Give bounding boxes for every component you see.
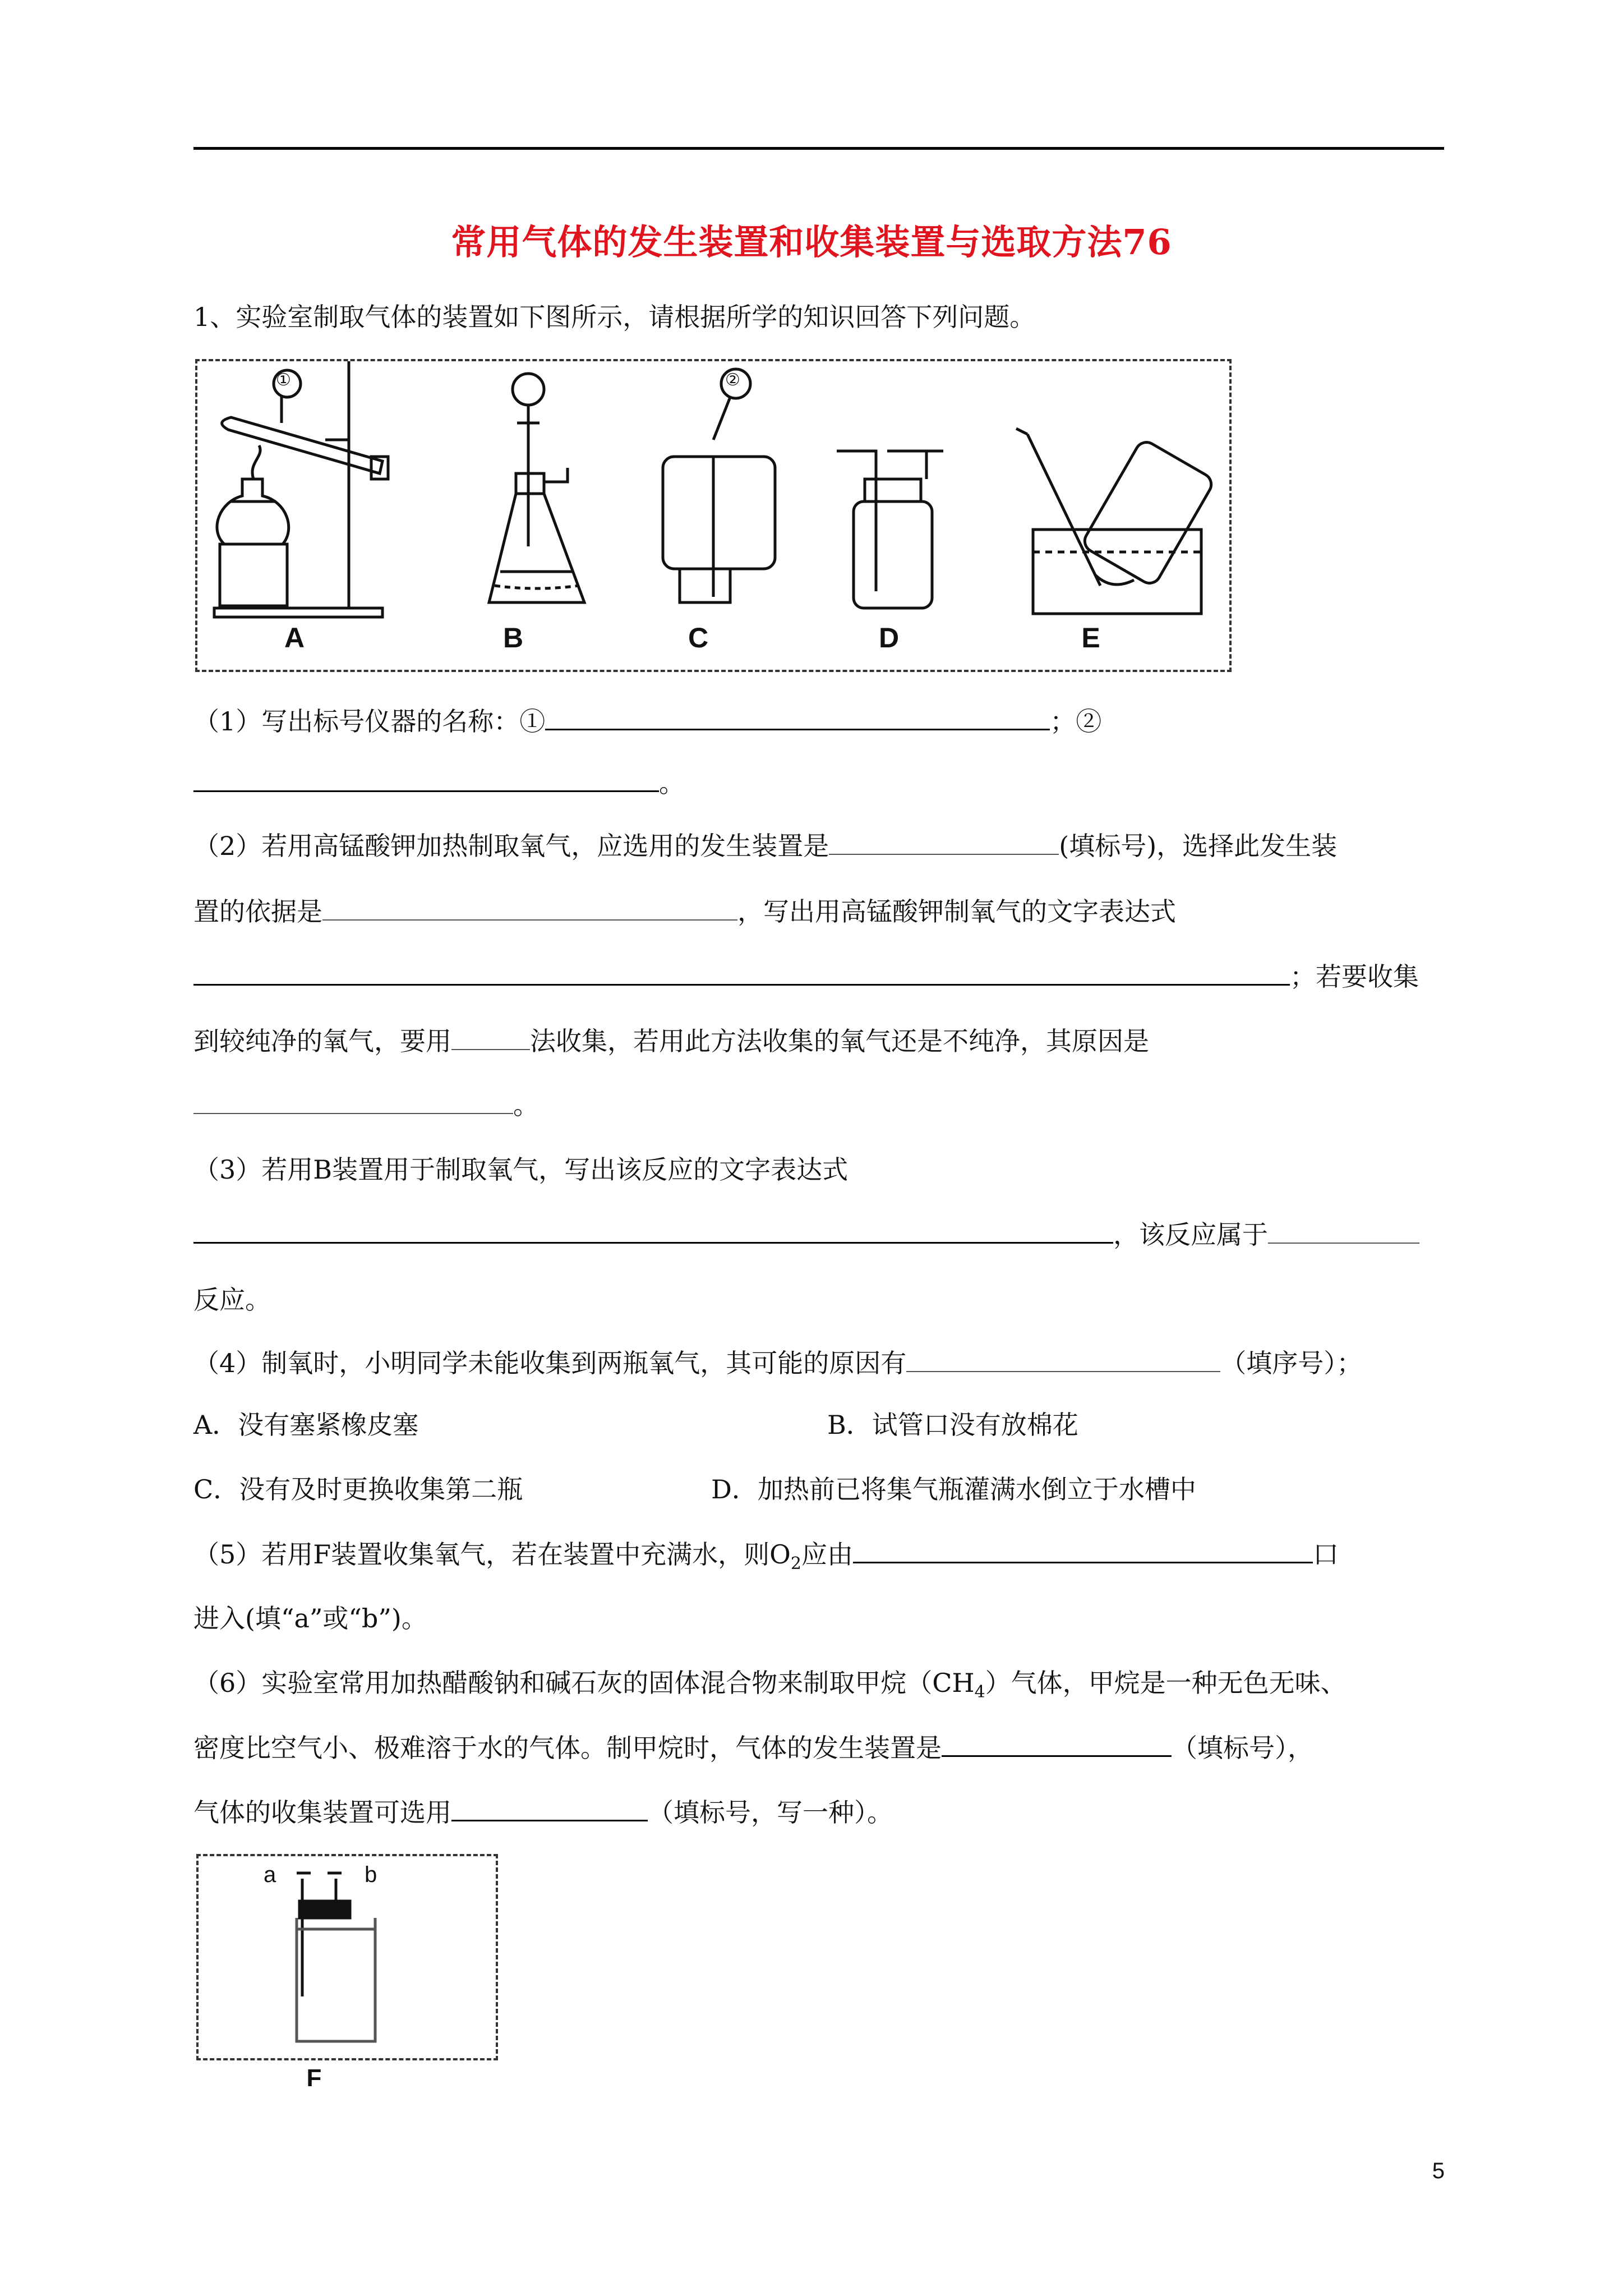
p4-option-b: B．试管口没有放棉花	[827, 1410, 1078, 1440]
page-number: 5	[1432, 2159, 1445, 2183]
p3-line-2: ，该反应属于	[193, 1217, 1419, 1251]
figure-label-d: D	[878, 622, 900, 654]
p4-option-c: C．没有及时更换收集第二瓶	[193, 1474, 523, 1504]
p2-line-1: （2）若用高锰酸钾加热制取氧气，应选用的发生装置是 (填标号)，选择此发生装	[193, 829, 1337, 863]
p1-line-1: （1）写出标号仪器的名称：① ；②	[193, 704, 1101, 738]
port-a-label: a	[264, 1862, 276, 1887]
answer-blank-1-1[interactable]	[545, 704, 1050, 730]
top-rule	[193, 147, 1444, 150]
figure-label-b: B	[502, 622, 524, 654]
marker-2: ②	[725, 370, 740, 390]
figure-label-f: F	[306, 2064, 322, 2092]
p6-line-3: 气体的收集装置可选用 （填标号，写一种）。	[193, 1795, 893, 1829]
p5-line-2: 进入(填“a”或“b”)。	[193, 1603, 427, 1634]
answer-blank-2-5[interactable]	[193, 1088, 513, 1114]
apparatus-d	[837, 451, 943, 608]
apparatus-e	[1016, 429, 1215, 614]
page-title: 常用气体的发生装置和收集装置与选取方法76	[451, 222, 1172, 263]
p2-line-3: ；若要收集	[193, 959, 1419, 993]
answer-blank-2-1[interactable]	[829, 829, 1059, 855]
p3-line-3: 反应。	[193, 1285, 271, 1315]
apparatus-c	[663, 369, 775, 602]
p6-line-1: （6）实验室常用加热醋酸钠和碱石灰的固体混合物来制取甲烷$(CH_4)$气体，甲烷是一种无色无味、	[193, 1668, 1347, 1703]
figure-label-a: A	[284, 622, 305, 654]
p6-line-2: 密度比空气小、极难溶于水的气体。制甲烷时，气体的发生装置是 （填标号），	[193, 1731, 1313, 1765]
p2-line-4: 到较纯净的氧气，要用 法收集，若用此方法收集的氧气还是不纯净，其原因是	[193, 1024, 1149, 1058]
p2-line-5: 。	[193, 1088, 539, 1122]
figure-label-c: C	[688, 622, 709, 654]
answer-blank-4-1[interactable]	[906, 1346, 1220, 1372]
p2-line-2: 置的依据是 ，写出用高锰酸钾制氧气的文字表达式	[193, 895, 1176, 928]
apparatus-b	[489, 374, 584, 602]
p3-line-1: （3）若用B装置用于制取氧气，写出该反应的文字表达式	[193, 1154, 849, 1185]
apparatus-a	[214, 361, 388, 617]
p4-line-1: （4）制氧时，小明同学未能收集到两瓶氧气，其可能的原因有 （填序号）；	[193, 1346, 1362, 1380]
figure-f	[199, 1856, 494, 2056]
answer-blank-6-2[interactable]	[451, 1795, 648, 1821]
answer-blank-2-4[interactable]	[451, 1024, 530, 1050]
p4-option-a: A．没有塞紧橡皮塞	[193, 1410, 419, 1440]
answer-blank-2-2[interactable]	[322, 895, 737, 921]
answer-blank-2-3[interactable]	[193, 959, 1290, 986]
p4-option-d: D．加热前已将集气瓶灌满水倒立于水槽中	[711, 1474, 1196, 1504]
answer-blank-1-2[interactable]	[193, 766, 659, 792]
figure-label-e: E	[1081, 622, 1100, 654]
answer-blank-3-1[interactable]	[193, 1217, 1113, 1244]
port-b-label: b	[365, 1862, 377, 1887]
p1-line-2: 。	[193, 766, 685, 800]
question-1-intro: 1、实验室制取气体的装置如下图所示，请根据所学的知识回答下列问题。	[193, 302, 1036, 332]
answer-blank-5-1[interactable]	[853, 1537, 1313, 1563]
p5-line-1: （5）若用F装置收集氧气，若在装置中充满水，则$O_2$应由 口	[193, 1537, 1339, 1581]
marker-1: ①	[276, 370, 291, 390]
answer-blank-3-2[interactable]	[1268, 1218, 1419, 1244]
answer-blank-6-1[interactable]	[942, 1731, 1172, 1757]
